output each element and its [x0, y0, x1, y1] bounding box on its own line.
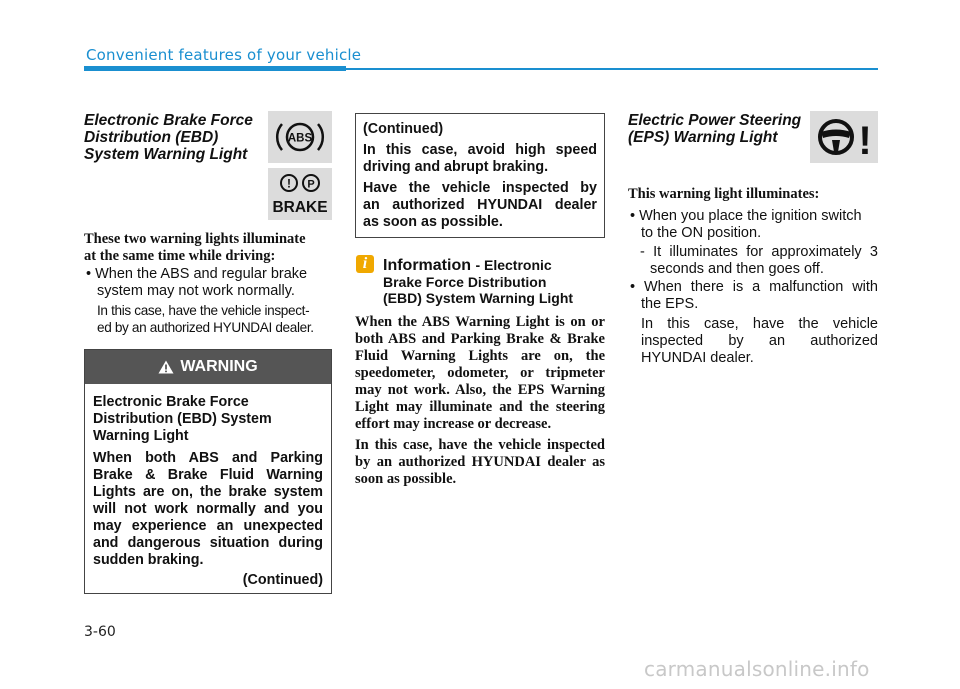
warning-line: will not work normally and you	[93, 501, 323, 517]
continued-line: as soon as possible.	[363, 214, 503, 230]
warning-title	[93, 394, 323, 445]
bullet-line: system may not work normally.	[97, 283, 295, 299]
header-rule-thin	[346, 68, 878, 70]
intro-line: These two warning lights illuminate	[84, 231, 306, 247]
eps-note	[641, 316, 878, 367]
ebd-section-title	[84, 112, 253, 163]
info-subtitle-line: Brake Force Distribution	[383, 274, 547, 290]
bullet-line: to the ON position.	[641, 225, 762, 241]
info-title	[383, 257, 573, 306]
title-line: (EPS) Warning Light	[628, 129, 778, 146]
eps-intro: This warning light illuminates:	[628, 186, 820, 202]
continued-para	[363, 142, 597, 159]
bullet-line: • When there is a malfunction with	[630, 279, 878, 295]
info-line: When the ABS Warning Light is on or	[355, 314, 605, 330]
eps-icon-exclamation: !	[858, 119, 872, 161]
continued-line: Have the vehicle inspected by	[363, 180, 597, 196]
info-subtitle-line: (EBD) System Warning Light	[383, 290, 574, 306]
info-line: effort may increase or decrease.	[355, 416, 552, 432]
ebd-note	[97, 302, 314, 336]
eps-warning-icon	[810, 111, 878, 163]
warning-line: may experience an unexpected	[93, 518, 323, 534]
brake-warning-icon	[268, 168, 332, 220]
info-para	[355, 314, 605, 416]
title-line: Electronic Brake Force	[84, 112, 253, 129]
brake-icon-text: BRAKE	[272, 199, 328, 216]
info-line: soon as possible.	[355, 471, 457, 487]
title-line: System Warning Light	[84, 146, 248, 163]
warning-body	[85, 384, 331, 589]
info-title-line	[383, 257, 573, 274]
info-icon: i	[356, 255, 374, 273]
watermark[interactable]: carmanualsonline.info	[644, 657, 870, 681]
warning-text	[93, 450, 323, 552]
warning-header	[85, 350, 331, 384]
warning-line: Brake & Brake Fluid Warning	[93, 467, 323, 483]
info-para	[355, 437, 605, 471]
info-line: both ABS and Parking Brake & Brake	[355, 331, 605, 347]
note-line: ed by an authorized HYUNDAI dealer.	[97, 320, 314, 335]
continued-line: In this case, avoid high speed	[363, 142, 597, 158]
note-line: inspected by an authorized	[641, 333, 878, 349]
warning-title-line: Warning Light	[93, 428, 189, 444]
title-line: Electric Power Steering	[628, 112, 802, 129]
title-line: Distribution (EBD)	[84, 129, 219, 146]
warning-line: and dangerous situation during	[93, 535, 323, 551]
info-line: speedometer, odometer, or tripmeter	[355, 365, 605, 381]
sub-line: - It illuminates for approximately 3	[640, 244, 878, 260]
continued-para	[363, 180, 597, 214]
continued-heading: (Continued)	[363, 121, 444, 137]
intro-line: at the same time while driving:	[84, 248, 276, 264]
info-subtitle-first: - Electronic	[475, 257, 552, 273]
warning-line: sudden braking.	[93, 552, 204, 568]
note-line: In this case, have the vehicle inspect-	[97, 303, 310, 318]
warning-title-line: Electronic Brake Force	[93, 394, 249, 410]
eps-bullet-2	[630, 279, 878, 313]
info-label: Information	[383, 257, 471, 274]
info-line: Light may illuminate and the steering	[355, 399, 605, 415]
section-header-title: Convenient features of your vehicle	[86, 46, 362, 64]
bullet-line: • When the ABS and regular brake	[86, 266, 308, 282]
info-line: In this case, have the vehicle inspected	[355, 437, 605, 453]
continued-line: an authorized HYUNDAI dealer	[363, 197, 597, 213]
info-line: may not work. Also, the EPS Warning	[355, 382, 605, 398]
ebd-intro	[84, 231, 306, 265]
warning-triangle-icon	[158, 360, 174, 374]
bullet-line: • When you place the ignition switch	[630, 208, 862, 224]
eps-sub-1	[640, 244, 878, 278]
warning-continued: (Continued)	[242, 572, 323, 588]
bullet-line: the EPS.	[641, 296, 699, 312]
info-body	[355, 314, 605, 488]
eps-section-title	[628, 112, 801, 146]
warning-line: Lights are on, the brake system	[93, 484, 323, 500]
continued-line: driving and abrupt braking.	[363, 159, 549, 175]
note-line: In this case, have the vehicle	[641, 316, 878, 332]
warning-box	[84, 349, 332, 594]
page-number: 3-60	[84, 624, 116, 640]
abs-warning-icon	[268, 111, 332, 163]
abs-icon-text: ABS	[287, 132, 313, 145]
brake-icon-exclamation: !	[287, 176, 291, 191]
warning-title-line: Distribution (EBD) System	[93, 411, 272, 427]
info-line: by an authorized HYUNDAI dealer as	[355, 454, 605, 470]
warning-line: When both ABS and Parking	[93, 450, 323, 466]
note-line: HYUNDAI dealer.	[641, 350, 754, 366]
header-rule-thick	[84, 66, 346, 71]
ebd-bullet	[86, 266, 307, 300]
eps-bullet-1	[630, 208, 862, 242]
info-line: Fluid Warning Lights are on, the	[355, 348, 605, 364]
sub-line: seconds and then goes off.	[650, 261, 824, 277]
brake-icon-parking: P	[307, 178, 315, 191]
continued-box	[355, 113, 605, 238]
warning-label: WARNING	[180, 358, 258, 375]
